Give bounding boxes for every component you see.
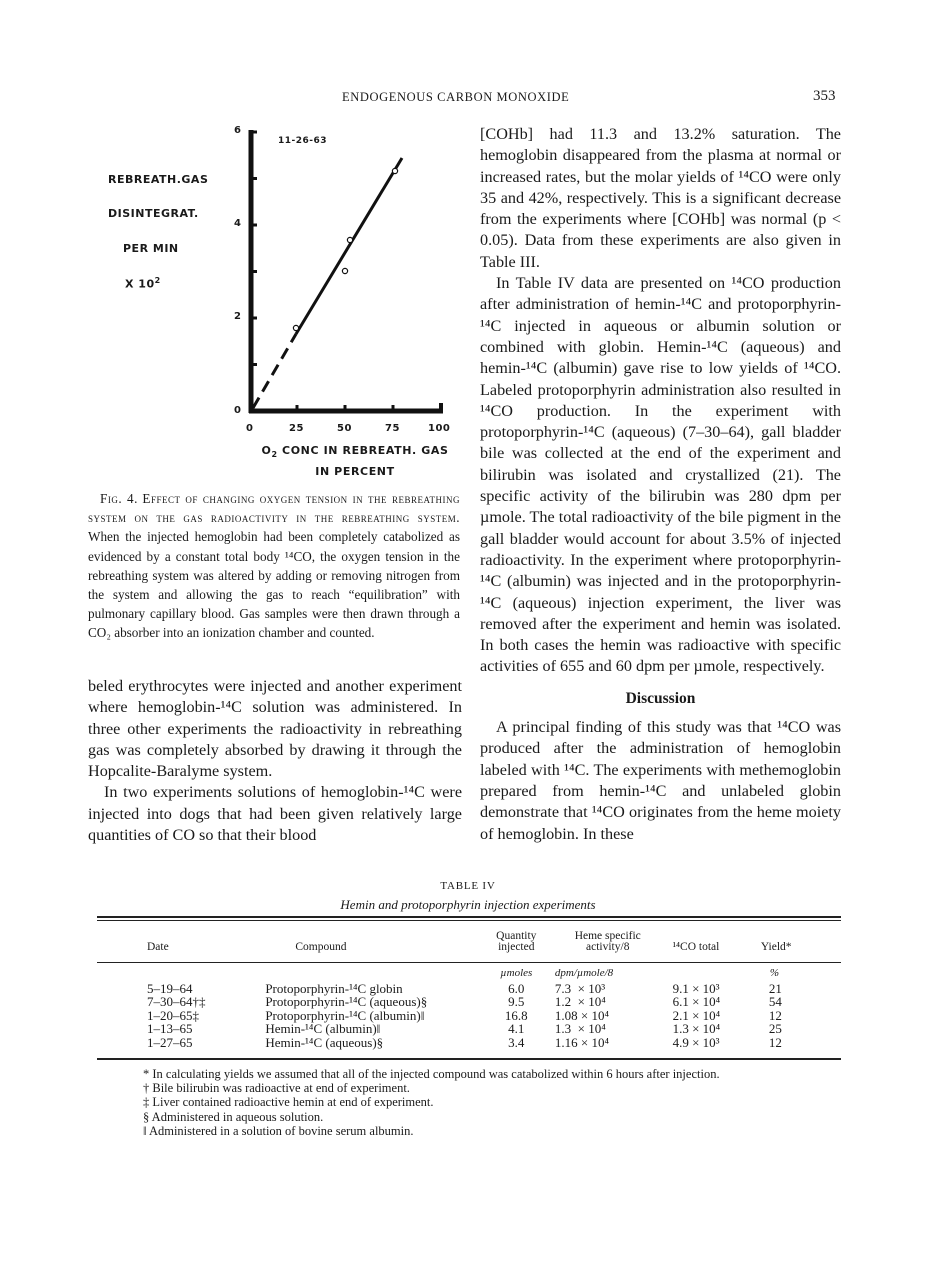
cell-yield: 12 bbox=[768, 1007, 782, 1023]
cell-date: 1–13–65 bbox=[147, 1021, 193, 1036]
paragraph: A principal finding of this study was that ¹⁴CO was produced after the administration of hemoglobin labeled with ¹⁴C. The experiments with methemoglobin prepared from hemin-¹⁴C and unlabeled globin demonstrate that ¹⁴CO originates from the heme moiety of hemoglobin. In these bbox=[480, 718, 841, 843]
y-tick-2: 2 bbox=[234, 311, 242, 322]
caption-title: Effect of changing oxygen tension in the rebreathing system on the gas radioactivity in the rebreathing system. bbox=[88, 491, 460, 526]
paragraph: In Table IV data are presented on ¹⁴CO production after administration of hemin-¹⁴C and protoporphyrin-¹⁴C injected in aqueous or albumin solution or combined with globin. Hemin-¹⁴C (aqueous) and hemin-¹⁴C (albumin) gave rise to low yields of ¹⁴CO. Labeled protoporphyrin administration also resulted in ¹⁴CO production. In the experiment with protoporphyrin-¹⁴C (aqueous) (7–30–64), gall bladder bile was collected at the end of the experiment and bilirubin was isolated and crystallized (21). The specific activity of the bilirubin was 280 dpm per µmole. The total radioactivity of the bile pigment in the gall bladder would account for about 3.5% of injected radioactivity. In the experiment where protoporphyrin-¹⁴C (albumin) was injected and in the protoporphyrin-¹⁴C (aqueous) injection experiment, the liver was removed after the experiment and hemin was isolated. In both cases the hemin was radioactive with specific activities of 655 and 60 dpm per µmole, respectively. bbox=[480, 274, 841, 676]
table-title: Hemin and protoporphyrin injection experiments bbox=[340, 897, 596, 912]
cell-yield: 25 bbox=[768, 1021, 782, 1036]
col-header-quantity: Quantity injected bbox=[496, 930, 537, 953]
unit-heme: dpm/µmole/8 bbox=[554, 967, 614, 979]
cell-quantity: 9.5 bbox=[508, 994, 525, 1009]
cell-co-total: 1.3 × 10⁴ bbox=[672, 1021, 721, 1036]
cell-quantity: 3.4 bbox=[508, 1034, 525, 1050]
x-tick-100: 100 bbox=[428, 423, 451, 434]
cell-heme: 1.16 × 10⁴ bbox=[554, 1034, 610, 1050]
table-label: TABLE IV bbox=[440, 880, 496, 892]
x-axis-label-line2: IN PERCENT bbox=[315, 465, 395, 478]
table-row bbox=[97, 995, 841, 1009]
units-row bbox=[97, 959, 841, 982]
right-column bbox=[480, 124, 841, 845]
y-tick-0: 0 bbox=[234, 405, 242, 416]
x-tick-25: 25 bbox=[289, 423, 304, 434]
table-row bbox=[97, 1022, 841, 1036]
table-iv bbox=[97, 925, 841, 1049]
footnote: ‖ Administered in a solution of bovine serum albumin. bbox=[143, 1123, 414, 1138]
caption-label: Fig. 4. bbox=[100, 491, 138, 506]
chart-date-annotation: 11-26-63 bbox=[278, 136, 328, 146]
cell-quantity: 4.1 bbox=[508, 1021, 525, 1036]
y-axis-label-line4: X $10^2$ bbox=[125, 276, 161, 291]
footnote: * In calculating yields we assumed that all of the injected compound was catabolized within 6 hours after injection. bbox=[143, 1067, 720, 1081]
cell-co-total: 2.1 × 10⁴ bbox=[672, 1007, 721, 1023]
col-header-co-total: ¹⁴CO total bbox=[672, 941, 720, 953]
table-top-rule bbox=[97, 916, 841, 918]
table-footnotes bbox=[143, 1067, 720, 1138]
cell-yield: 12 bbox=[768, 1034, 782, 1050]
cell-date: 1–20–65‡ bbox=[147, 1007, 199, 1023]
col-header-yield: Yield* bbox=[760, 941, 792, 953]
chart-plot bbox=[95, 118, 470, 418]
cell-co-total: 9.1 × 10³ bbox=[672, 980, 720, 996]
page-number: 353 bbox=[813, 88, 836, 104]
cell-compound: Protoporphyrin-¹⁴C (aqueous)§ bbox=[265, 994, 428, 1009]
cell-co-total: 6.1 × 10⁴ bbox=[672, 994, 721, 1009]
unit-quantity: µmoles bbox=[500, 967, 533, 979]
col-header-compound: Compound bbox=[295, 941, 347, 953]
cell-yield: 21 bbox=[768, 980, 782, 996]
cell-heme: 7.3 × 10³ bbox=[554, 980, 606, 996]
y-axis-label-line3: PER MIN bbox=[123, 242, 179, 255]
x-tick-0: 0 bbox=[246, 423, 254, 434]
y-tick-6: 6 bbox=[234, 125, 242, 136]
cell-quantity: 6.0 bbox=[508, 980, 525, 996]
col-header-heme-activity: Heme specific activity/8 bbox=[574, 930, 641, 953]
cell-yield: 54 bbox=[768, 994, 782, 1009]
cell-date: 7–30–64†‡ bbox=[147, 994, 206, 1009]
table-row bbox=[97, 982, 841, 996]
cell-compound: Hemin-¹⁴C (aqueous)§ bbox=[265, 1034, 384, 1050]
cell-compound: Protoporphyrin-¹⁴C globin bbox=[265, 980, 403, 996]
footnote: § Administered in aqueous solution. bbox=[143, 1109, 324, 1124]
section-heading-discussion: Discussion bbox=[625, 689, 696, 707]
footnote: † Bile bilirubin was radioactive at end of experiment. bbox=[143, 1081, 410, 1096]
cell-quantity: 16.8 bbox=[504, 1007, 528, 1023]
table-top-rule-thin bbox=[97, 920, 841, 921]
paragraph: [COHb] had 11.3 and 13.2% saturation. The hemoglobin disappeared from the plasma at normal or increased rates, but the molar yields of ¹⁴CO were only 35 and 42%, respectively. This is a significant decrease from the experiments where [COHb] was normal (p < 0.05). Data from these experiments are also given in Table III. bbox=[480, 125, 841, 271]
cell-date: 5–19–64 bbox=[147, 980, 193, 996]
cell-date: 1–27–65 bbox=[147, 1034, 193, 1050]
table-bottom-rule bbox=[97, 1058, 841, 1060]
left-column bbox=[88, 676, 462, 846]
y-axis-label-line1: REBREATH.GAS bbox=[108, 173, 209, 186]
figure-4 bbox=[95, 118, 470, 488]
x-axis-label-line1: $O_2$ CONC IN REBREATH. GAS bbox=[261, 444, 449, 460]
table-header-row bbox=[97, 925, 841, 959]
table-row bbox=[97, 1009, 841, 1023]
paragraph: beled erythrocytes were injected and another experiment where hemoglobin-¹⁴C solution was administered. In three other experiments the radioactivity in rebreathing gas was completely absorbed by drawing it through the Hopcalite-Baralyme system. bbox=[88, 677, 462, 781]
x-tick-50: 50 bbox=[337, 423, 352, 434]
running-title: ENDOGENOUS CARBON MONOXIDE bbox=[342, 90, 570, 104]
y-axis-label-line2: DISINTEGRAT. bbox=[108, 207, 199, 220]
caption-body: When the injected hemoglobin had been completely catabolized as evidenced by a constant total body ¹⁴CO, the oxygen tension in the rebreathing system was altered by adding or removing nitrogen from the system and allowing the gas to reach “equilibration” with pulmonary capillary blood. Gas samples were then drawn through a CO₂ absorber into an ionization chamber and counted. bbox=[88, 529, 460, 641]
cell-heme: 1.3 × 10⁴ bbox=[554, 1021, 606, 1036]
figure-caption bbox=[88, 489, 460, 643]
cell-heme: 1.2 × 10⁴ bbox=[554, 994, 606, 1009]
cell-co-total: 4.9 × 10³ bbox=[672, 1034, 720, 1050]
y-tick-4: 4 bbox=[234, 218, 242, 229]
footnote: ‡ Liver contained radioactive hemin at end of experiment. bbox=[143, 1095, 434, 1110]
col-header-date: Date bbox=[147, 941, 169, 953]
cell-compound: Protoporphyrin-¹⁴C (albumin)‖ bbox=[265, 1007, 425, 1023]
table-row bbox=[97, 1036, 841, 1050]
x-tick-75: 75 bbox=[385, 423, 400, 434]
unit-yield: % bbox=[769, 967, 780, 979]
paragraph: In two experiments solutions of hemoglobin-¹⁴C were injected into dogs that had been given relatively large quantities of CO so that their blood bbox=[88, 783, 462, 845]
cell-compound: Hemin-¹⁴C (albumin)‖ bbox=[265, 1021, 381, 1036]
cell-heme: 1.08 × 10⁴ bbox=[554, 1007, 610, 1023]
